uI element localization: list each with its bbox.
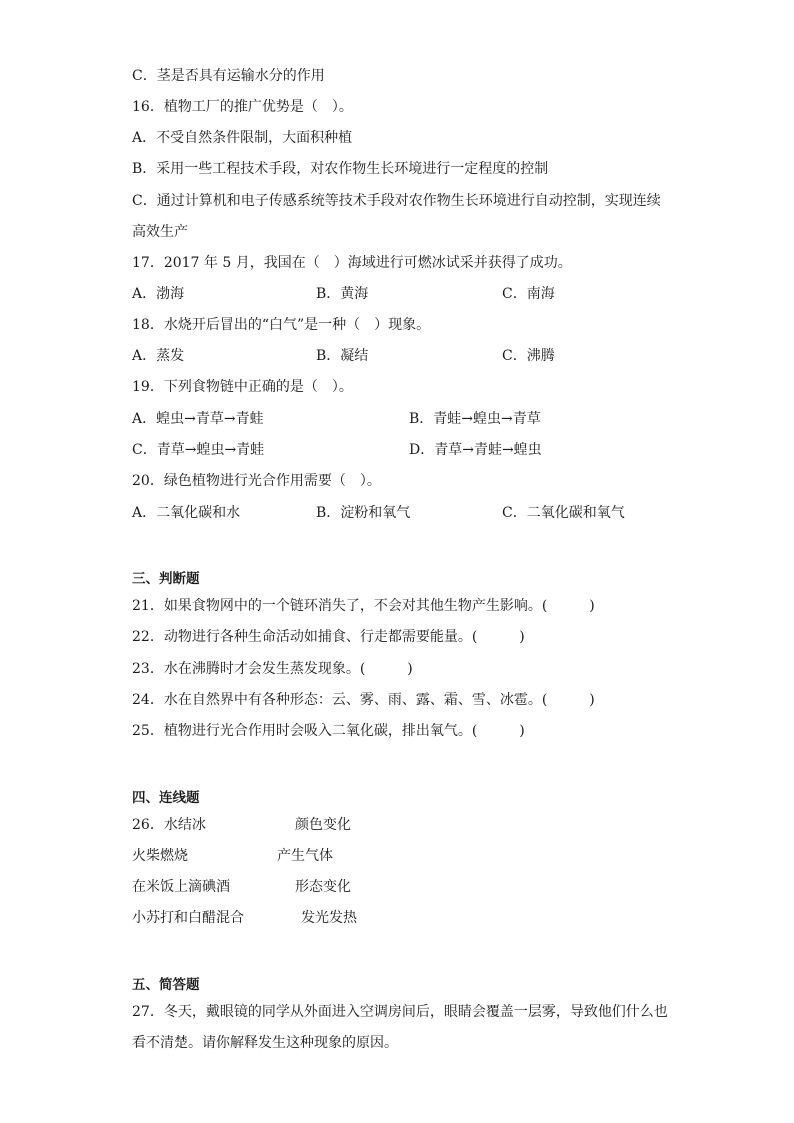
section-matching-title: 四、连线题	[132, 790, 200, 806]
match-right-item: 产生气体	[277, 848, 333, 864]
q18-option-c: C．沸腾	[502, 348, 555, 364]
q20-stem: 20．绿色植物进行光合作用需要（ ）。	[132, 473, 381, 489]
match-left-item: 26．水结冰	[132, 817, 206, 833]
q20-option-a: A．二氧化碳和水	[132, 505, 241, 521]
q16-stem: 16．植物工厂的推广优势是（ ）。	[132, 99, 353, 115]
q18-option-b: B．凝结	[316, 348, 369, 364]
q19-option-d: D．青草→青蛙→蝗虫	[409, 442, 542, 458]
match-left-item: 小苏打和白醋混合	[132, 910, 244, 926]
match-left-item: 在米饭上滴碘酒	[132, 879, 230, 895]
match-right-item: 发光发热	[301, 910, 357, 926]
q19-stem: 19．下列食物链中正确的是（ ）。	[132, 379, 353, 395]
q22: 22．动物进行各种生命活动如捕食、行走都需要能量。( )	[132, 629, 525, 645]
q20-option-c: C．二氧化碳和氧气	[502, 505, 625, 521]
q18-option-a: A．蒸发	[132, 348, 185, 364]
q19-option-b: B．青蛙→蝗虫→青草	[409, 411, 541, 427]
section-short-answer-title: 五、简答题	[132, 977, 200, 993]
q17-option-b: B．黄海	[316, 286, 369, 302]
q21: 21．如果食物网中的一个链环消失了，不会对其他生物产生影响。( )	[132, 598, 595, 614]
q16-option-a: A．不受自然条件限制，大面积种植	[132, 130, 353, 146]
q17-stem: 17．2017 年 5 月，我国在（ ）海域进行可燃冰试采并获得了成功。	[132, 255, 572, 271]
q24: 24．水在自然界中有各种形态：云、雾、雨、露、霜、雪、冰雹。( )	[132, 692, 595, 708]
q19-option-a: A．蝗虫→青草→青蛙	[132, 411, 264, 427]
q18-stem: 18．水烧开后冒出的“白气”是一种（ ）现象。	[132, 317, 431, 333]
q25: 25．植物进行光合作用时会吸入二氧化碳，排出氧气。( )	[132, 723, 525, 739]
match-right-item: 颜色变化	[295, 817, 351, 833]
q15-option-c: C．茎是否具有运输水分的作用	[132, 68, 325, 84]
q17-option-c: C．南海	[502, 286, 555, 302]
q17-option-a: A．渤海	[132, 286, 185, 302]
q23: 23．水在沸腾时才会发生蒸发现象。( )	[132, 661, 413, 677]
match-right-item: 形态变化	[295, 879, 351, 895]
section-judgment-title: 三、判断题	[132, 571, 200, 587]
q20-option-b: B．淀粉和氧气	[316, 505, 411, 521]
q27-line1: 27．冬天，戴眼镜的同学从外面进入空调房间后，眼睛会覆盖一层雾，导致他们什么也	[132, 1004, 668, 1020]
q19-option-c: C．青草→蝗虫→青蛙	[132, 442, 265, 458]
match-left-item: 火柴燃烧	[132, 848, 188, 864]
q27-line2: 看不清楚。请你解释发生这种现象的原因。	[132, 1035, 398, 1051]
q16-option-c-line1: C．通过计算机和电子传感系统等技术手段对农作物生长环境进行自动控制，实现连续	[132, 193, 661, 209]
q16-option-c-line2: 高效生产	[132, 224, 188, 240]
q16-option-b: B．采用一些工程技术手段，对农作物生长环境进行一定程度的控制	[132, 161, 549, 177]
